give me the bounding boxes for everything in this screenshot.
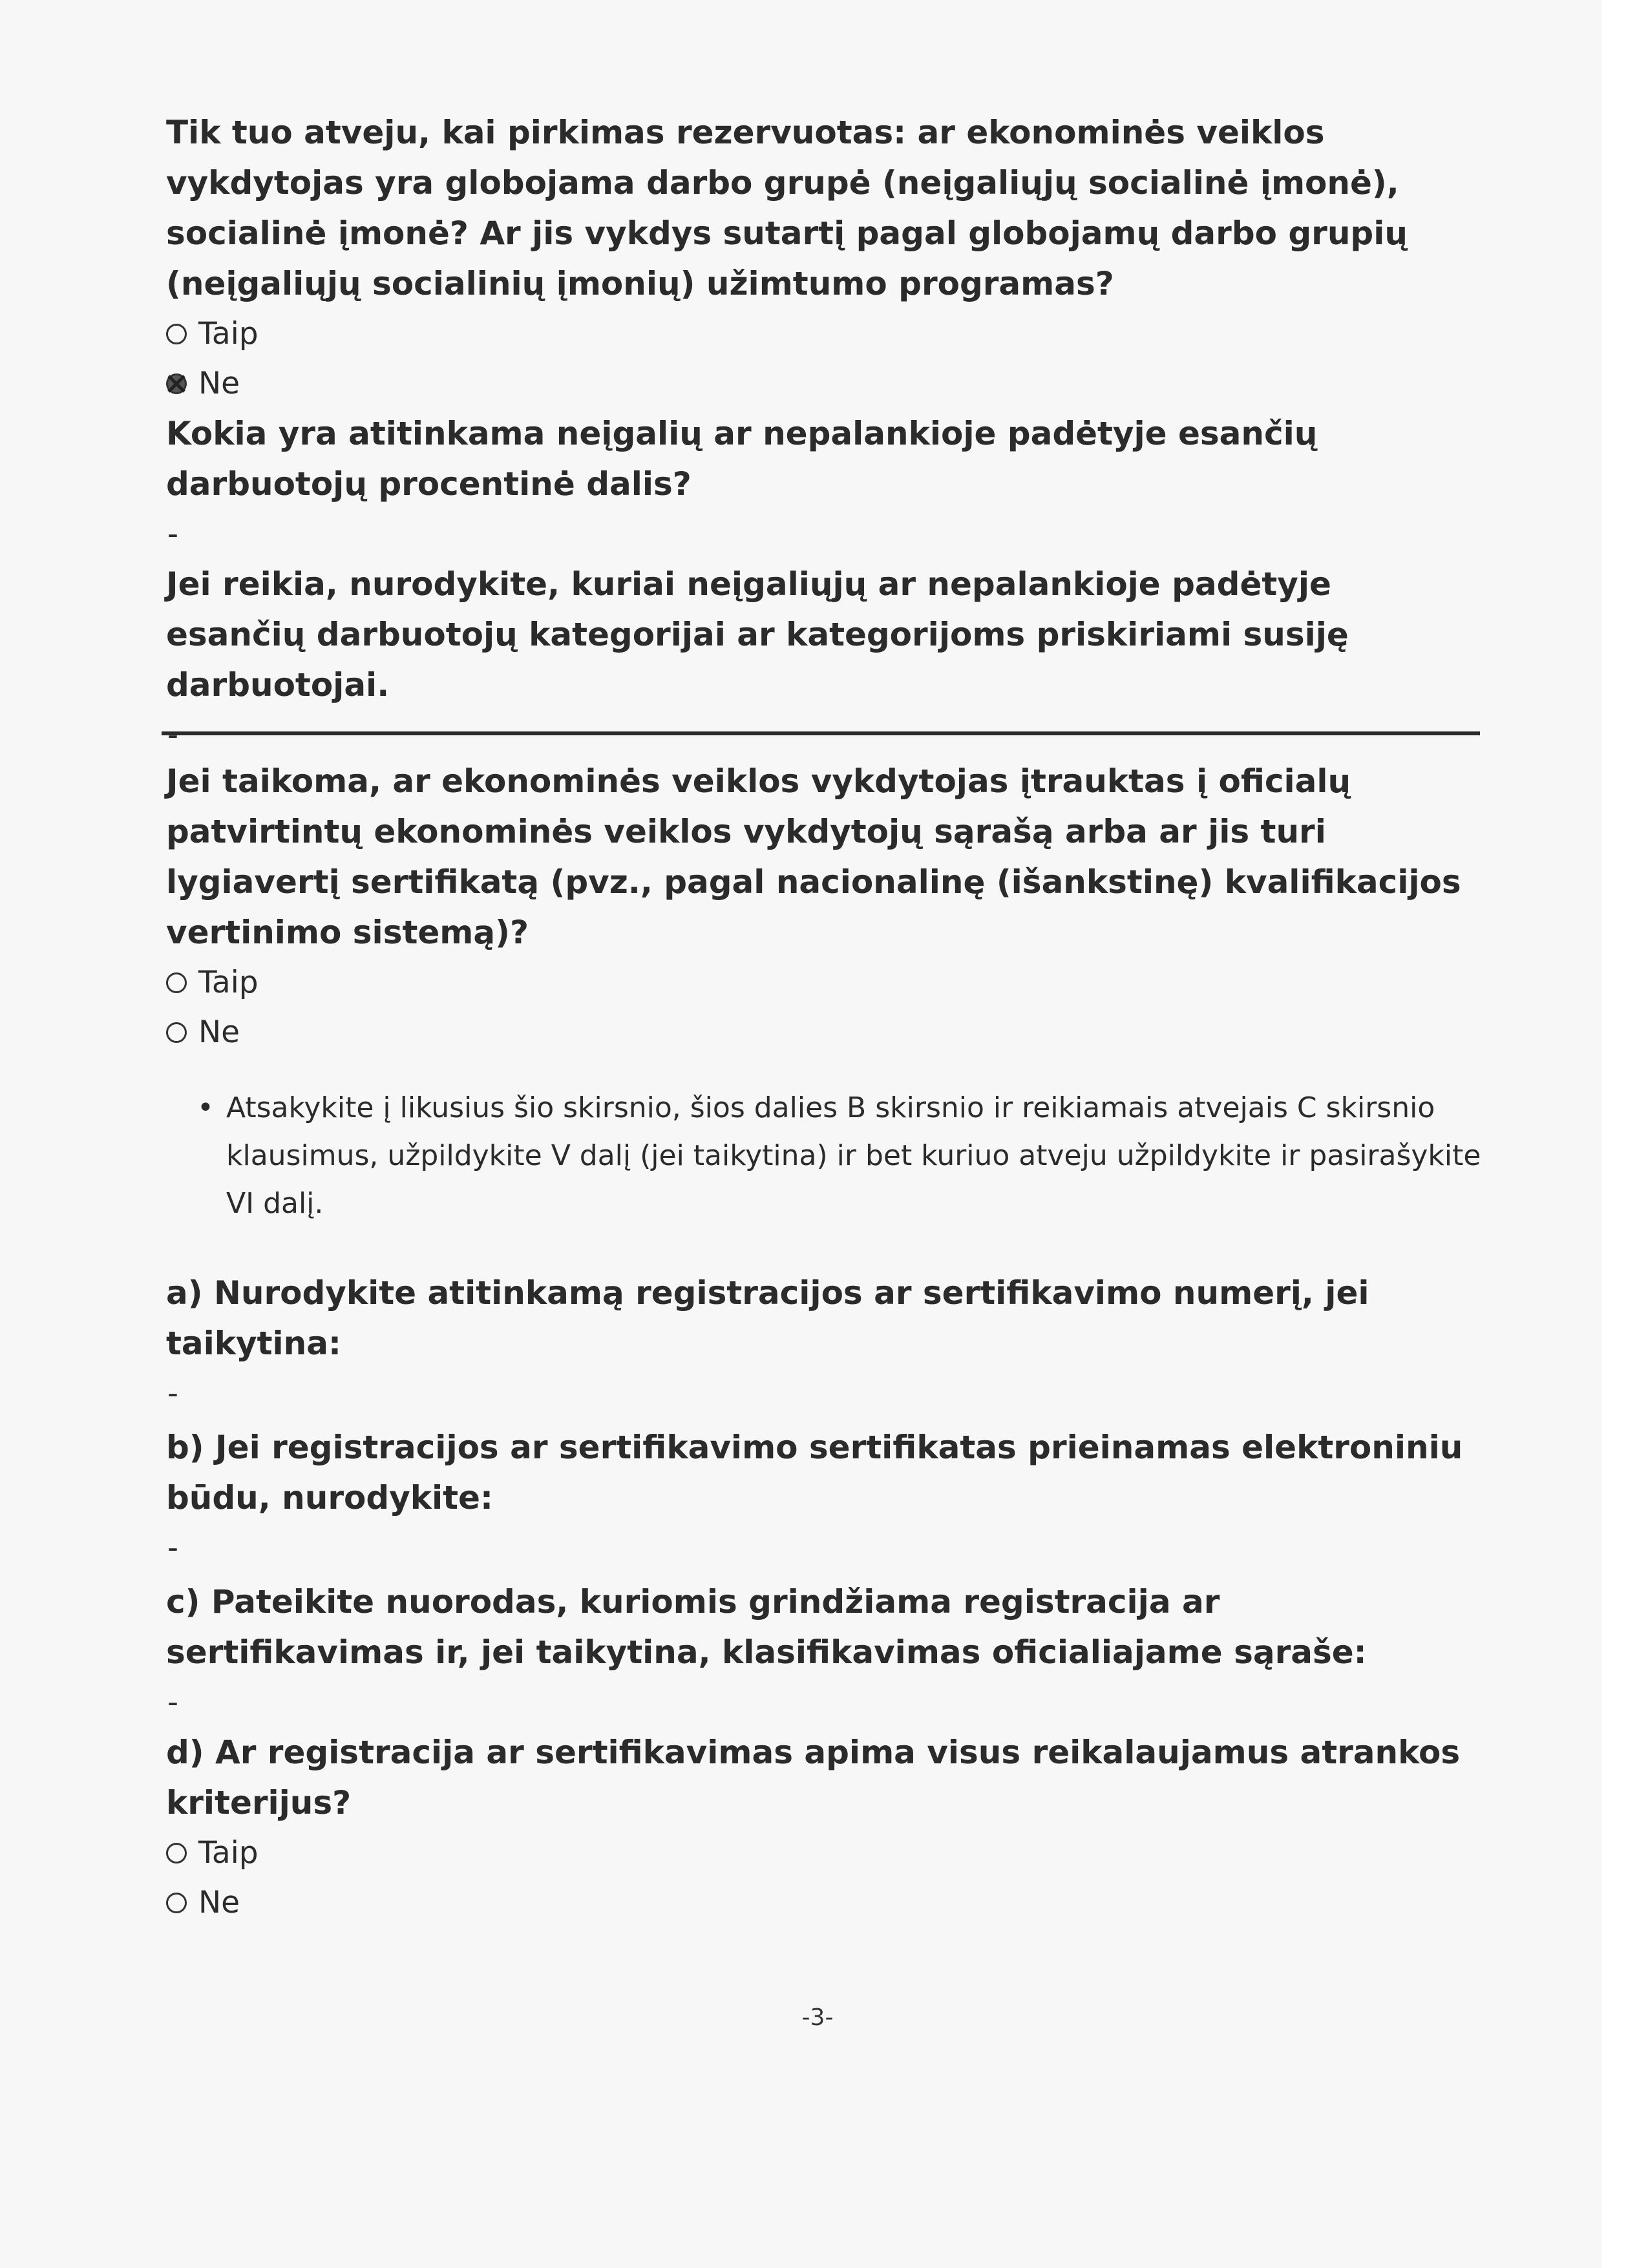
question-electronic-certificate: b) Jei registracijos ar sertifikavimo sertifikatas prieinamas elektroniniu būdu, nurodykite: bbox=[166, 1429, 1463, 1517]
radio-option-label: Ne bbox=[198, 1014, 240, 1050]
radio-option-label: Ne bbox=[198, 1885, 240, 1920]
radio-circle-icon[interactable] bbox=[166, 1843, 187, 1864]
question-worker-category: Jei reikia, nurodykite, kuriai neįgaliųjų ar nepalankioje padėtyje esančių darbuotojų kategorijai ar kategorijoms priskiriami susiję darbuotojai. bbox=[166, 565, 1349, 704]
question-selection-criteria: d) Ar registracija ar sertifikavimas apima visus reikalaujamus atrankos kriterijus? bbox=[166, 1734, 1461, 1822]
question-reserved-procurement: Tik tuo atveju, kai pirkimas rezervuotas: ar ekonominės veiklos vykdytojas yra globojama darbo grupė (neįgaliųjų socialinė įmonė), socialinė įmonė? Ar jis vykdys sutartį pagal globojamų darbo grupių (neįgaliųjų socialinių įmonių) užimtumo programas? bbox=[166, 114, 1408, 302]
radio-option-yes[interactable] bbox=[166, 1828, 1478, 1878]
radio-option-no[interactable] bbox=[166, 359, 1478, 408]
question-percentage: Kokia yra atitinkama neįgalių ar nepalankioje padėtyje esančių darbuotojų procentinė dalis? bbox=[166, 415, 1318, 503]
question-references: c) Pateikite nuorodas, kuriomis grindžiama registracija ar sertifikavimas ir, jei taikytina, klasifikavimas oficialiajame sąraše: bbox=[166, 1583, 1367, 1671]
radio-circle-icon[interactable] bbox=[166, 1893, 187, 1913]
radio-circle-icon[interactable] bbox=[166, 972, 187, 993]
answer-percentage: - bbox=[167, 516, 178, 552]
page-number: -3- bbox=[801, 2004, 834, 2031]
answer-registration-number: - bbox=[167, 1376, 178, 1411]
question-registration-number: a) Nurodykite atitinkamą registracijos ar sertifikavimo numerį, jei taikytina: bbox=[166, 1274, 1369, 1362]
section-official-list bbox=[166, 756, 1478, 1057]
instruction-text: Atsakykite į likusius šio skirsnio, šios dalies B skirsnio ir reikiamais atvejais C skirsnio klausimus, užpildykite V dalį (jei taikytina) ir bet kuriuo atveju užpildykite ir pasirašykite VI dalį. bbox=[226, 1091, 1481, 1220]
question-official-list: Jei taikoma, ar ekonominės veiklos vykdytojas įtrauktas į oficialų patvirtintų ekonominės veiklos vykdytojų sąrašą arba ar jis turi lygiavertį sertifikatą (pvz., pagal nacionalinę (išankstinę) kvalifikacijos vertinimo sistemą)? bbox=[166, 762, 1461, 951]
radio-option-no[interactable] bbox=[166, 1878, 1478, 1927]
section-divider bbox=[162, 731, 1480, 735]
radio-option-yes[interactable] bbox=[166, 958, 1478, 1007]
radio-option-label: Taip bbox=[198, 316, 259, 352]
radio-option-label: Ne bbox=[198, 366, 240, 401]
section-reserved-procurement bbox=[166, 107, 1478, 760]
radio-checked-icon[interactable] bbox=[166, 373, 187, 394]
section-registration-details bbox=[166, 1268, 1478, 1927]
radio-option-no[interactable] bbox=[166, 1007, 1478, 1057]
answer-electronic-certificate: - bbox=[167, 1530, 178, 1566]
answer-references: - bbox=[167, 1685, 178, 1720]
instruction-note bbox=[197, 1084, 1483, 1228]
radio-circle-icon[interactable] bbox=[166, 1022, 187, 1043]
radio-option-label: Taip bbox=[198, 965, 259, 1000]
radio-option-yes[interactable] bbox=[166, 309, 1478, 359]
bullet-icon: • bbox=[197, 1091, 214, 1124]
radio-circle-icon[interactable] bbox=[166, 324, 187, 344]
radio-option-label: Taip bbox=[198, 1835, 259, 1871]
scan-edge bbox=[1601, 0, 1648, 2268]
